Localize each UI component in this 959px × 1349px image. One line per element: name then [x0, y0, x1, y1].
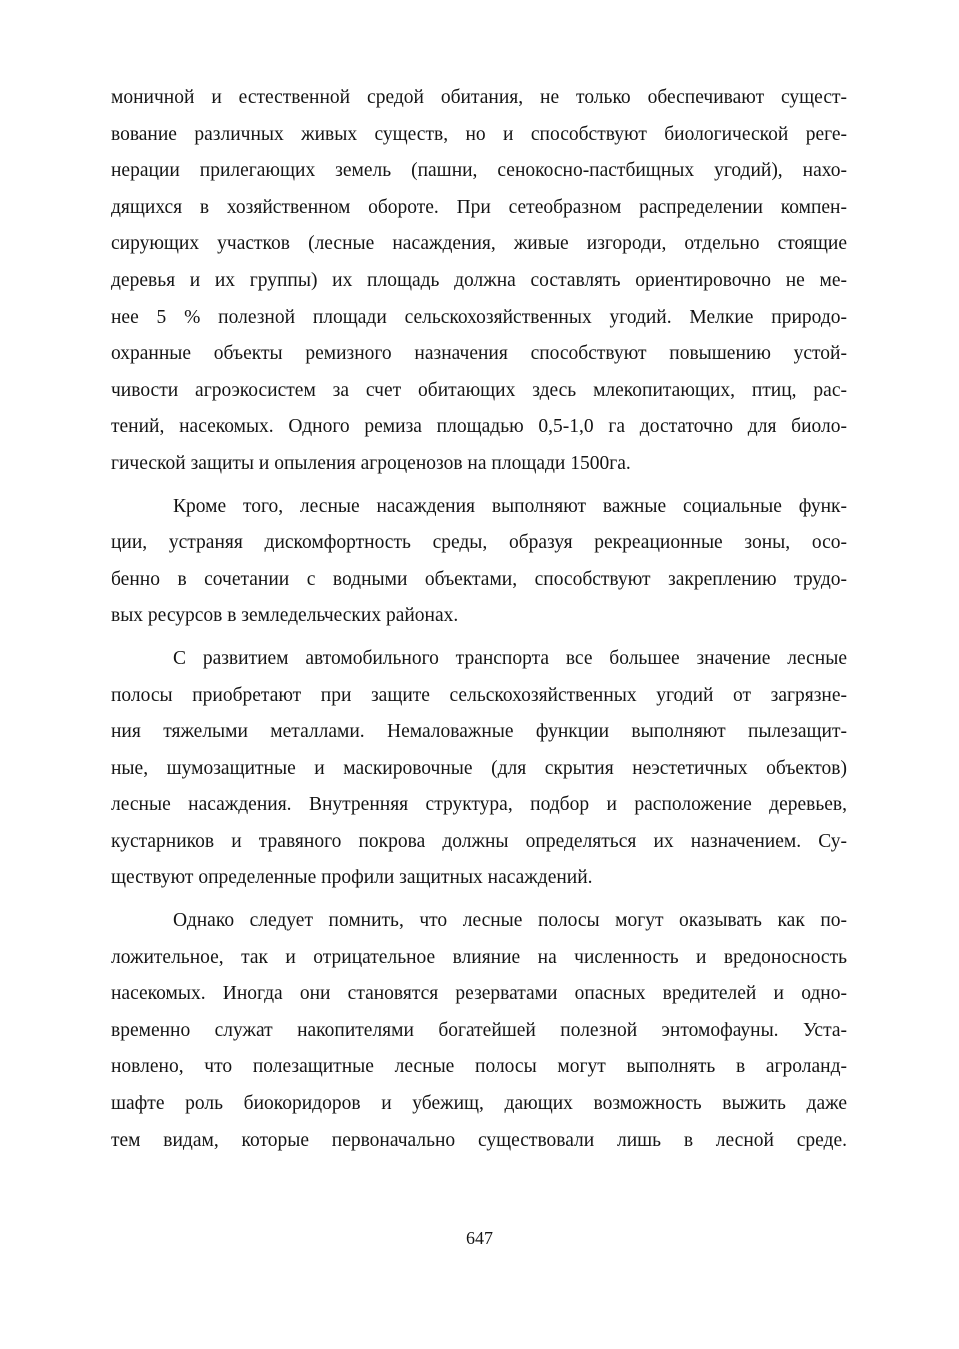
text-line: ные, шумозащитные и маскировочные (для скрытия неэстетичных объектов) — [111, 757, 847, 779]
text-line: ложительное, так и отрицательное влияние на численность и вредоносность — [111, 946, 847, 968]
text-line: ции, устраняя дискомфортность среды, образуя рекреационные зоны, осо- — [111, 532, 847, 554]
text-line: нерации прилегающих земель (пашни, сенокосно-пастбищных угодий), нахо- — [111, 160, 847, 182]
page-number: 647 — [466, 1228, 493, 1248]
text-line: вование различных живых существ, но и способствуют биологической реге- — [111, 123, 847, 145]
text-line: деревья и их группы) их площадь должна составлять ориентировочно не ме- — [111, 269, 847, 291]
paragraph — [111, 489, 847, 635]
text-line: бенно в сочетании с водными объектами, способствуют закреплению трудо- — [111, 568, 847, 590]
text-line: сирующих участков (лесные насаждения, живые изгороди, отдельно стоящие — [111, 233, 847, 255]
text-line: кустарников и травяного покрова должны определяться их назначением. Су- — [111, 830, 847, 852]
text-line: новлено, что полезащитные лесные полосы могут выполнять в агроланд- — [111, 1056, 847, 1078]
paragraph — [111, 80, 847, 483]
text-line: полосы приобретают при защите сельскохозяйственных угодий от загрязне- — [111, 684, 847, 706]
text-line: гической защиты и опыления агроценозов на площади 1500га. — [111, 452, 631, 474]
paragraph — [111, 903, 847, 1159]
text-line: Однако следует помнить, что лесные полосы могут оказывать как по- — [173, 910, 847, 932]
text-line: ществуют определенные профили защитных насаждений. — [111, 867, 593, 889]
paragraph — [111, 641, 847, 897]
text-line: насекомых. Иногда они становятся резерватами опасных вредителей и одно- — [111, 983, 847, 1005]
text-line: временно служат накопителями богатейшей полезной энтомофауны. Уста- — [111, 1019, 847, 1041]
text-line: тений, насекомых. Одного ремиза площадью 0,5-1,0 га достаточно для биоло- — [111, 416, 847, 438]
text-line: лесные насаждения. Внутренняя структура, подбор и расположение деревьев, — [111, 794, 847, 816]
body-text — [111, 80, 847, 1165]
text-line: чивости агроэкосистем за счет обитающих здесь млекопитающих, птиц, рас- — [111, 379, 847, 401]
text-line: моничной и естественной средой обитания, не только обеспечивают сущест- — [111, 87, 847, 108]
text-line: нее 5 % полезной площади сельскохозяйственных угодий. Мелкие природо- — [111, 306, 847, 328]
text-line: С развитием автомобильного транспорта все большее значение лесные — [173, 647, 847, 669]
text-line: дящихся в хозяйственном обороте. При сетеобразном распределении компен- — [111, 196, 847, 218]
text-line: ния тяжелыми металлами. Немаловажные функции выполняют пылезащит- — [111, 721, 847, 743]
text-line: вых ресурсов в земледельческих районах. — [111, 605, 459, 627]
text-line: тем видам, которые первоначально существовали лишь в лесной среде. — [111, 1129, 847, 1151]
text-line: шафте роль биокоридоров и убежищ, дающих возможность выжить даже — [111, 1093, 847, 1115]
text-line: охранные объекты ремизного назначения способствуют повышению устой- — [111, 343, 847, 365]
text-line: Кроме того, лесные насаждения выполняют важные социальные функ- — [173, 495, 847, 517]
